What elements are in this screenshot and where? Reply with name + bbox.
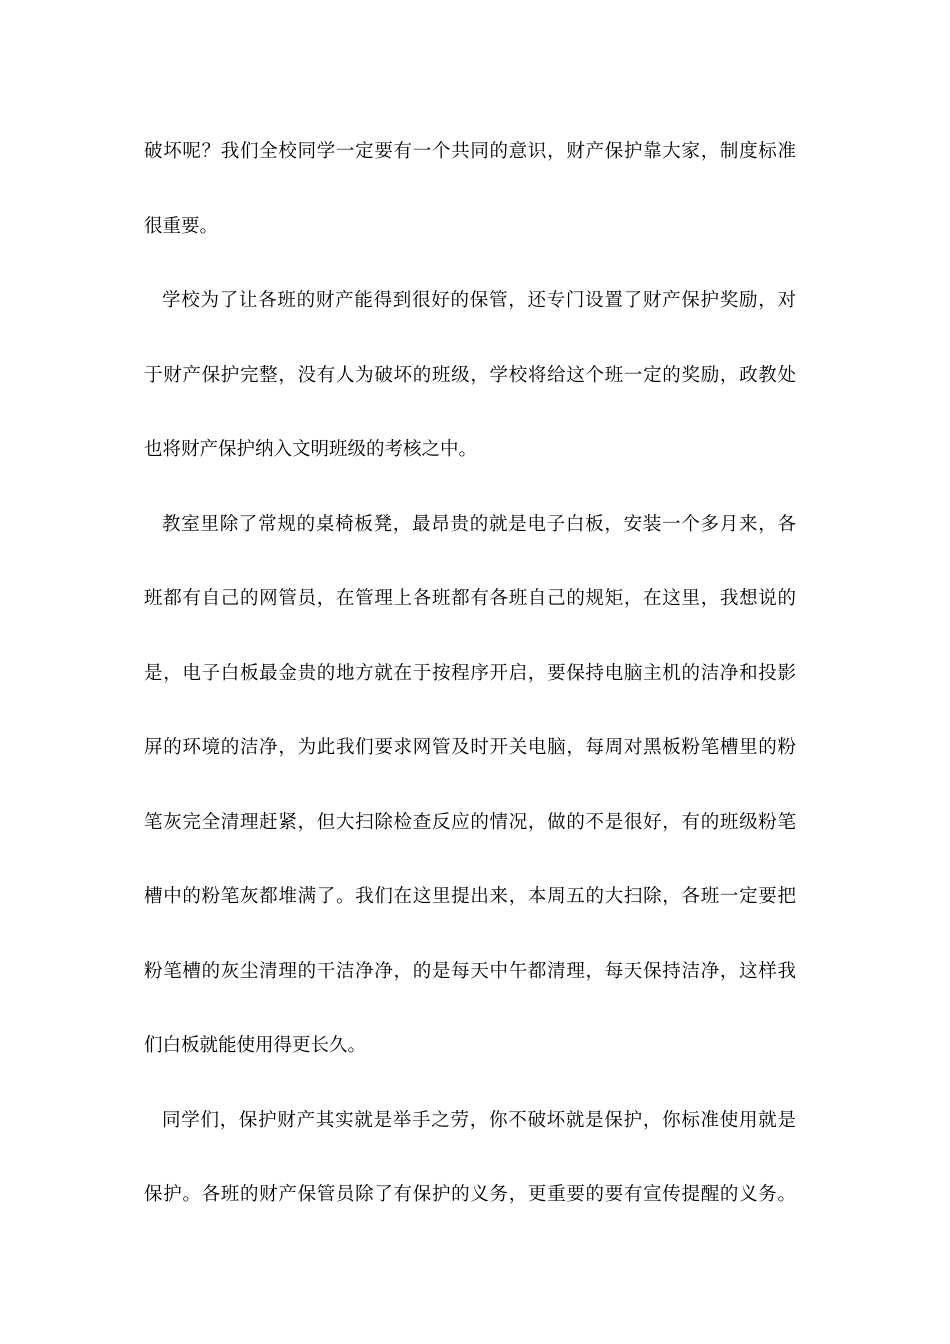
text-line: 教室里除了常规的桌椅板凳，最昂贵的就是电子白板，安装一个多月来，各 — [162, 513, 796, 535]
text-line: 同学们，保护财产其实就是举手之劳，你不破坏就是保护，你标准使用就是 — [162, 1109, 796, 1131]
text-line: 于财产保护完整，没有人为破坏的班级，学校将给这个班一定的奖励，政教处 — [144, 364, 796, 386]
text-line: 槽中的粉笔灰都堆满了。我们在这里提出来，本周五的大扫除，各班一定要把 — [144, 886, 796, 907]
text-line: 屏的环境的洁净，为此我们要求网管及时开关电脑，每周对黑板粉笔槽里的粉 — [144, 737, 796, 758]
text-line: 们白板就能使用得更长久。 — [144, 1035, 367, 1056]
text-line: 学校为了让各班的财产能得到很好的保管，还专门设置了财产保护奖励，对 — [162, 290, 796, 311]
body-text — [144, 115, 796, 1233]
text-line: 是，电子白板最金贵的地方就在于按程序开启，要保持电脑主机的洁净和投影 — [144, 662, 796, 684]
text-line: 破坏呢？我们全校同学一定要有一个共同的意识，财产保护靠大家，制度标准 — [144, 141, 796, 162]
text-line: 很重要。 — [144, 215, 219, 237]
text-line: 粉笔槽的灰尘清理的干洁净净，的是每天中午都清理，每天保持洁净，这样我 — [144, 960, 796, 982]
text-line: 笔灰完全清理赶紧，但大扫除检查反应的情况，做的不是很好，有的班级粉笔 — [144, 811, 796, 833]
text-line: 保护。各班的财产保管员除了有保护的义务，更重要的要有宣传提醒的义务。 — [144, 1184, 796, 1205]
text-line: 也将财产保护纳入文明班级的考核之中。 — [144, 439, 478, 460]
text-line: 班都有自己的网管员，在管理上各班都有各班自己的规矩，在这里，我想说的 — [144, 588, 796, 609]
